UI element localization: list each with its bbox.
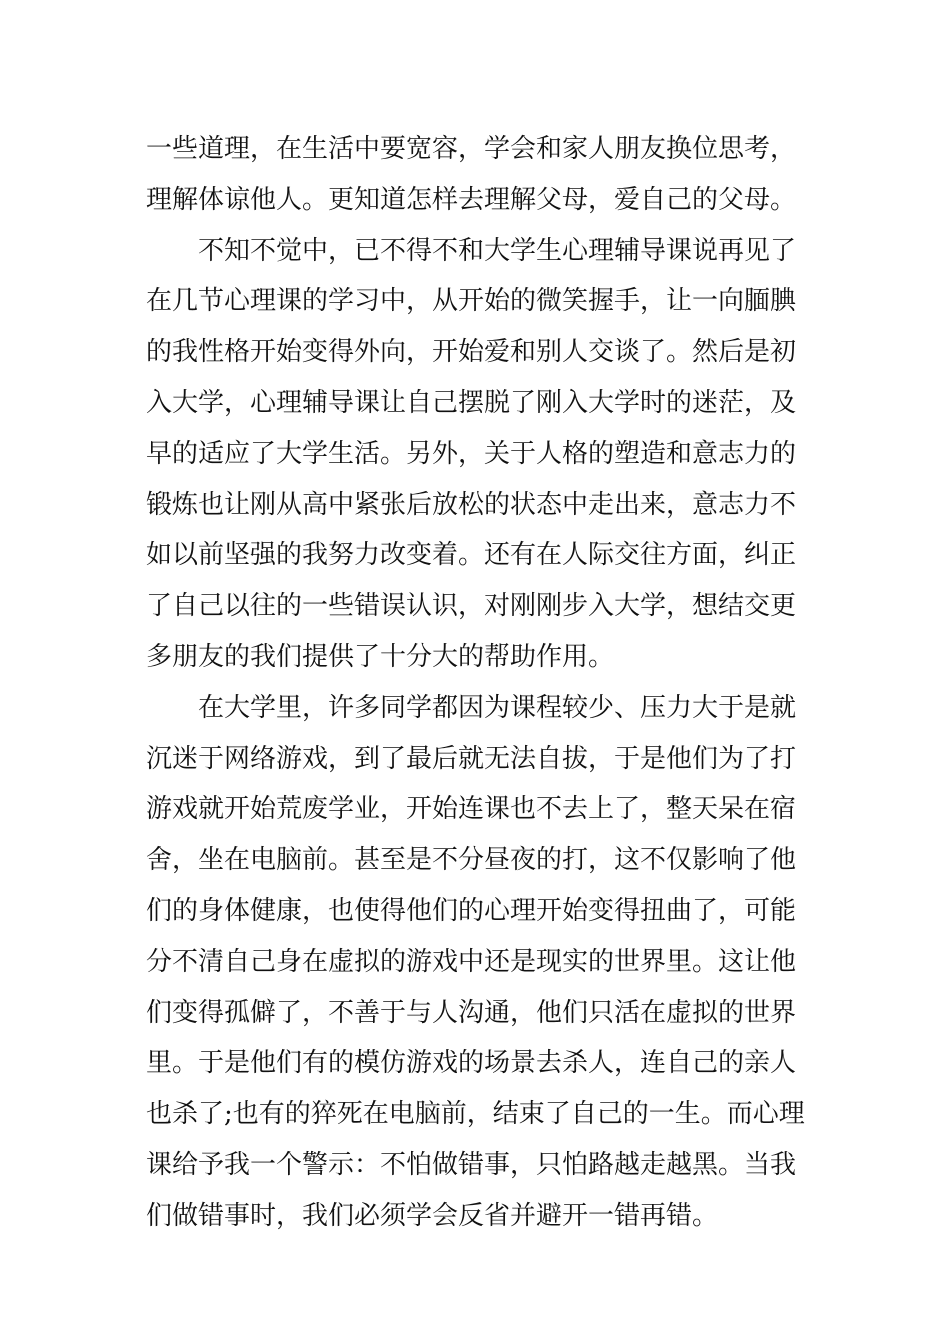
text-line: 一些道理，在生活中要宽容，学会和家人朋友换位思考， xyxy=(146,134,797,164)
text-line: 在几节心理课的学习中，从开始的微笑握手，让一向腼腆 xyxy=(146,286,797,317)
text-line: 也杀了;也有的猝死在电脑前，结束了自己的一生。而心理 xyxy=(146,1099,805,1130)
text-line: 的我性格开始变得外向，开始爱和别人交谈了。然后是初 xyxy=(146,337,797,368)
text-line: 不知不觉中，已不得不和大学生心理辅导课说再见了 xyxy=(198,235,797,266)
text-line: 分不清自己身在虚拟的游戏中还是现实的世界里。这让他 xyxy=(146,946,797,977)
text-line: 了自己以往的一些错误认识，对刚刚步入大学，想结交更 xyxy=(146,591,797,622)
text-line: 如以前坚强的我努力改变着。还有在人际交往方面，纠正 xyxy=(146,540,797,571)
text-line: 多朋友的我们提供了十分大的帮助作用。 xyxy=(146,641,615,672)
text-line: 们做错事时，我们必须学会反省并避开一错再错。 xyxy=(146,1200,719,1231)
text-line: 理解体谅他人。更知道怎样去理解父母，爱自己的父母。 xyxy=(146,184,797,215)
text-line: 入大学，心理辅导课让自己摆脱了刚入大学时的迷茫，及 xyxy=(146,387,797,418)
text-line: 们的身体健康，也使得他们的心理开始变得扭曲了，可能 xyxy=(146,895,797,926)
text-line: 舍，坐在电脑前。甚至是不分昼夜的打，这不仅影响了他 xyxy=(146,845,797,876)
text-line: 里。于是他们有的模仿游戏的场景去杀人，连自己的亲人 xyxy=(146,1048,797,1079)
text-line: 们变得孤僻了，不善于与人沟通，他们只活在虚拟的世界 xyxy=(146,997,797,1028)
text-line: 锻炼也让刚从高中紧张后放松的状态中走出来，意志力不 xyxy=(146,489,797,520)
text-line: 早的适应了大学生活。另外，关于人格的塑造和意志力的 xyxy=(146,438,797,469)
text-line: 沉迷于网络游戏，到了最后就无法自拔，于是他们为了打 xyxy=(146,743,797,774)
document-body-text xyxy=(146,124,816,1242)
text-line: 在大学里，许多同学都因为课程较少、压力大于是就 xyxy=(198,692,797,723)
text-line: 游戏就开始荒废学业，开始连课也不去上了，整天呆在宿 xyxy=(146,794,797,825)
text-line: 课给予我一个警示：不怕做错事，只怕路越走越黑。当我 xyxy=(146,1149,797,1180)
